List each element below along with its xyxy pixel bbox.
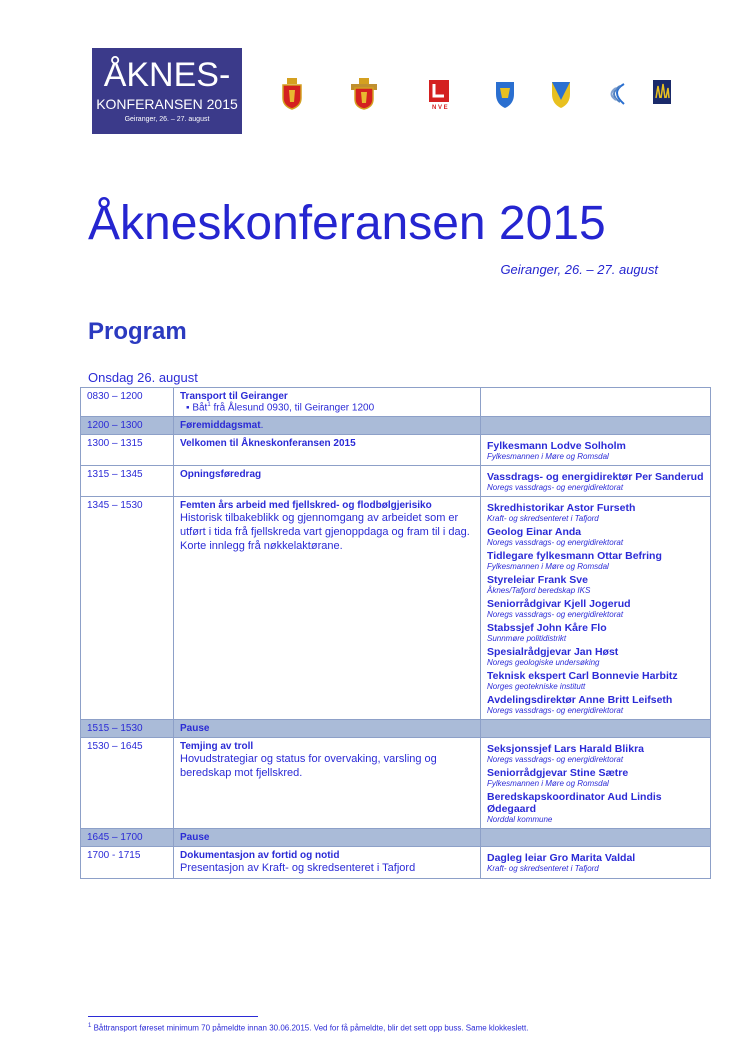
session-cell xyxy=(174,497,481,720)
conference-logo xyxy=(92,48,242,134)
session-title: Føremiddagsmat xyxy=(180,420,261,432)
speaker-name: Beredskapskoordinator Aud Lindis Ødegaard xyxy=(487,791,662,816)
session-title: Pause xyxy=(180,723,210,735)
session-description: Hovudstrategiar og status for overvaking, varsling og beredskap mot fjellskred. xyxy=(180,753,437,780)
time-cell: 1645 – 1700 xyxy=(81,829,174,847)
speaker-name: Tidlegare fylkesmann Ottar Befring xyxy=(487,550,662,563)
speaker-organization: Åknes/Tafjord beredskap IKS xyxy=(487,586,591,596)
wave-logo-icon xyxy=(606,78,628,110)
speaker-name: Spesialrådgjevar Jan Høst xyxy=(487,646,619,659)
speaker-organization: Sunnmøre politidistrikt xyxy=(487,634,567,644)
speaker-name: Vassdrags- og energidirektør Per Sanderud xyxy=(487,471,704,484)
program-row xyxy=(81,388,711,417)
session-title: Femten års arbeid med fjellskred- og flodbølgjerisiko xyxy=(180,500,432,512)
speaker-name: Geolog Einar Anda xyxy=(487,526,582,539)
program-table xyxy=(80,387,711,879)
shield-icon xyxy=(550,78,572,110)
tafjord-logo-icon xyxy=(652,78,672,110)
session-cell xyxy=(174,738,481,829)
shield-icon xyxy=(494,78,516,110)
session-title: Velkomen til Åkneskonferansen 2015 xyxy=(180,438,356,450)
session-description: Presentasjon av Kraft- og skredsenteret i Tafjord xyxy=(180,862,416,875)
footnote-divider xyxy=(88,1016,258,1017)
speaker-organization: Kraft- og skredsenteret i Tafjord xyxy=(487,864,599,874)
speakers-cell xyxy=(481,847,711,879)
speaker-name: Styreleiar Frank Sve xyxy=(487,574,588,587)
speaker-name: Avdelingsdirektør Anne Britt Leifseth xyxy=(487,694,673,707)
speaker-organization: Kraft- og skredsenteret i Tafjord xyxy=(487,514,599,524)
speakers-cell xyxy=(481,388,711,417)
time-cell: 1515 – 1530 xyxy=(81,720,174,738)
speaker-name: Dagleg leiar Gro Marita Valdal xyxy=(487,852,636,865)
bullet-icon: ▪ xyxy=(186,402,193,414)
session-title: Temjing av troll xyxy=(180,741,254,753)
session-title: Dokumentasjon av fortid og notid xyxy=(180,850,340,862)
time-cell: 1530 – 1645 xyxy=(81,738,174,829)
page-title: Åkneskonferansen 2015 xyxy=(88,197,606,250)
time-cell: 1200 – 1300 xyxy=(81,417,174,435)
session-title-suffix: . xyxy=(260,420,264,432)
session-cell xyxy=(174,435,481,466)
speaker-organization: Noregs vassdrags- og energidirektorat xyxy=(487,755,624,765)
speakers-cell xyxy=(481,829,711,847)
speakers-cell xyxy=(481,497,711,720)
time-cell: 0830 – 1200 xyxy=(81,388,174,417)
speaker-name: Fylkesmann Lodve Solholm xyxy=(487,440,626,453)
speaker-organization: Norges geotekniske institutt xyxy=(487,682,586,692)
nve-logo-icon xyxy=(428,78,454,110)
session-cell xyxy=(174,829,481,847)
speaker-organization: Noregs vassdrags- og energidirektorat xyxy=(487,538,624,548)
program-row xyxy=(81,466,711,497)
session-description: Historisk tilbakeblikk og gjennomgang av arbeidet som er utført i tida frå fjellskreda vart gjenoppdaga og fram til i dag. Korte innlegg frå nøkkelaktørane. xyxy=(180,512,470,553)
program-heading: Program xyxy=(88,318,187,345)
speaker-name: Stabssjef John Kåre Flo xyxy=(487,622,607,635)
time-cell: 1315 – 1345 xyxy=(81,466,174,497)
speaker-organization: Fylkesmannen i Møre og Romsdal xyxy=(487,779,609,789)
speaker-name: Seniorrådgivar Kjell Jogerud xyxy=(487,598,631,611)
speakers-cell xyxy=(481,417,711,435)
coat-of-arms-icon xyxy=(350,78,378,110)
bullet-text: frå Ålesund 0930, til Geiranger 1200 xyxy=(210,402,375,414)
speakers-cell xyxy=(481,466,711,497)
speakers-cell xyxy=(481,435,711,466)
page-subtitle: Geiranger, 26. – 27. august xyxy=(500,262,658,277)
session-cell xyxy=(174,847,481,879)
speakers-cell xyxy=(481,720,711,738)
speaker-name: Skredhistorikar Astor Furseth xyxy=(487,502,636,515)
speaker-organization: Norddal kommune xyxy=(487,815,553,825)
speaker-organization: Noregs vassdrags- og energidirektorat xyxy=(487,706,624,716)
footnote-ref: 1 xyxy=(207,402,211,408)
program-row xyxy=(81,720,711,738)
speaker-name: Seksjonssjef Lars Harald Blikra xyxy=(487,743,644,756)
day-label: Onsdag 26. august xyxy=(88,370,198,385)
footnote-text: Båttransport føreset minimum 70 påmeldte innan 30.06.2015. Ved for få påmeldte, blir det sett opp buss. Same klokkeslett. xyxy=(91,1023,529,1033)
coat-of-arms-icon xyxy=(280,78,304,110)
logo-subtitle: KONFERANSEN 2015 xyxy=(96,96,238,112)
footnote xyxy=(88,1023,528,1033)
session-title: Pause xyxy=(180,832,210,844)
speaker-organization: Fylkesmannen i Møre og Romsdal xyxy=(487,452,609,462)
logo-dates: Geiranger, 26. – 27. august xyxy=(124,116,210,123)
bullet-text: Båt xyxy=(192,402,208,414)
speaker-organization: Noregs geologiske undersøking xyxy=(487,658,600,668)
program-row xyxy=(81,829,711,847)
time-cell: 1700 - 1715 xyxy=(81,847,174,879)
logo-title: ÅKNES- xyxy=(103,56,231,94)
program-row xyxy=(81,435,711,466)
sponsor-emblems xyxy=(280,78,680,110)
session-cell xyxy=(174,466,481,497)
time-cell: 1345 – 1530 xyxy=(81,497,174,720)
footnote-mark: 1 xyxy=(88,1023,92,1029)
session-title: Transport til Geiranger xyxy=(180,391,288,402)
program-row xyxy=(81,738,711,829)
speaker-organization: Noregs vassdrags- og energidirektorat xyxy=(487,610,624,620)
session-title: Opningsføredrag xyxy=(180,469,262,481)
svg-text:N V E: N V E xyxy=(432,105,448,110)
speaker-organization: Noregs vassdrags- og energidirektorat xyxy=(487,483,624,493)
speakers-cell xyxy=(481,738,711,829)
speaker-organization: Fylkesmannen i Møre og Romsdal xyxy=(487,562,609,572)
speaker-name: Teknisk ekspert Carl Bonnevie Harbitz xyxy=(487,670,678,683)
session-cell xyxy=(174,720,481,738)
session-bullet xyxy=(180,402,474,413)
program-row xyxy=(81,497,711,720)
speaker-name: Seniorrådgjevar Stine Sætre xyxy=(487,767,629,780)
session-cell xyxy=(174,388,481,417)
program-row xyxy=(81,847,711,879)
session-cell xyxy=(174,417,481,435)
program-row xyxy=(81,417,711,435)
time-cell: 1300 – 1315 xyxy=(81,435,174,466)
